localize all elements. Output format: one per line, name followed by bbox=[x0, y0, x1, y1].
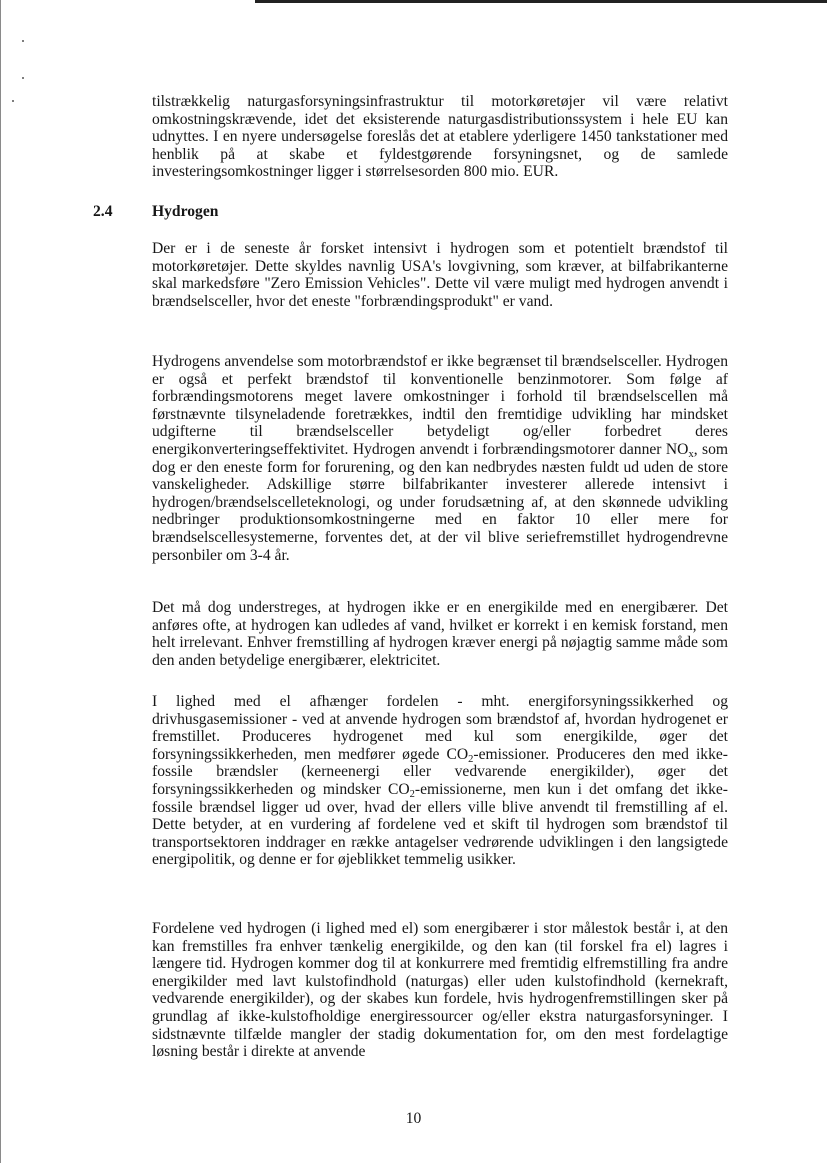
scan-border-left bbox=[0, 0, 1, 1163]
subscript: x bbox=[688, 448, 694, 460]
scan-speck bbox=[12, 100, 14, 102]
page-number: 10 bbox=[405, 1110, 422, 1127]
text-run: -emissioner. Produceres den med ikke-fossile brændsler (kerneenergi eller vedvarende energikilder), øger det forsyningssikkerheden og mindsker CO bbox=[152, 745, 728, 798]
text-run: I lighed med el afhænger fordelen - mht. energiforsyningssikkerhed og drivhusgasemissioner - ved at anvende hydrogen som brændstof af, hvordan hydrogenet er fremstillet. Produceres hydrogenet med kul som energikilde, øger det forsyningssikkerheden, men medfører øgede CO bbox=[152, 693, 728, 763]
paragraph-text: Der er i de seneste år forsket intensivt i hydrogen som et potentielt brændstof til motorkøretøjer. Dette skyldes navnlig USA's lovgivning, som kræver, at bilfabrikanterne skal markedsføre "Zero Emission Vehicles". Dette vil være muligt med hydrogen anvendt i brændselsceller, hvor det eneste "forbrændingsprodukt" er vand. bbox=[152, 240, 728, 310]
subscript: 2 bbox=[468, 753, 474, 765]
paragraph-text: tilstrækkelig naturgasforsyningsinfrastruktur til motorkøretøjer vil være relativt omkostningskrævende, idet det eksisterende naturgasdistributionssystem i hele EU kan udnyttes. I en nyere undersøgelse foreslås det at etablere yderligere 1450 tankstationer med henblik på at skabe et fyldestgørende forsyningsnet, og de samlede investeringsomkostninger ligger i størrelsesorden 800 mio. EUR. bbox=[152, 93, 728, 181]
section-title: Hydrogen bbox=[152, 203, 219, 220]
paragraph-text: Det må dog understreges, at hydrogen ikke er en energikilde med en energibærer. Det anføres ofte, at hydrogen kan udledes af vand, hvilket er korrekt i en kemisk forstand, men helt irrelevant. Enhver fremstilling af hydrogen kræver energi på nøjagtig samme måde som den anden betydelige energibærer, elektricitet. bbox=[152, 599, 728, 669]
paragraph-intro-continuation bbox=[152, 93, 728, 181]
text-run: Hydrogens anvendelse som motorbrændstof er ikke begrænset til brændselsceller. Hydrogen er også et perfekt brændstof til konventionelle benzinmotorer. Som følge af forbrændingsmotorens meget lavere omkostninger i forhold til brændselscellen må førstnævnte tilsyneladende foretrækkes, indtil den fremtidige udvikling har mindsket udgifterne til brændselsceller betydeligt og/eller forbedret deres energikonverteringseffektivitet. Hydrogen anvendt i forbrændingsmotorer danner NO bbox=[152, 353, 728, 458]
scan-speck bbox=[22, 40, 24, 42]
paragraph-text: Fordelene ved hydrogen (i lighed med el) som energibærer i stor målestok består i, at den kan fremstilles fra enhver tænkelig energikilde, og den kan (til forskel fra el) lagres i længere tid. Hydrogen kommer dog til at konkurrere med fremtidig elfremstilling fra andre energikilder med lavt kulstofindhold (naturgas) eller uden kulstofindhold (kernekraft, vedvarende energikilder), og der skabes kun fordele, hvis hydrogenfremstillingen sker på grundlag af ikke-kulstofholdige energiressourcer og/eller ekstra naturgasforsyninger. I sidstnævnte tilfælde mangler der stadig dokumentation for, om den mest fordelagtige løsning består i direkte at anvende bbox=[152, 920, 728, 1061]
scan-speck bbox=[22, 77, 24, 79]
section-number: 2.4 bbox=[93, 203, 113, 220]
paragraph-text bbox=[152, 693, 728, 869]
subscript: 2 bbox=[409, 788, 415, 800]
text-run: , som dog er den eneste form for forurening, og den kan nedbrydes næsten fuldt ud uden de store vanskeligheder. Adskillige større bilfabrikanter investerer allerede intensivt i hydrogen/brændselscelleteknologi, og under forudsætning af, at den skønnede udvikling nedbringer produktionsomkostningerne med en faktor 10 eller mere for brændselscellesystemerne, forventes det, at der vil blive seriefremstillet hydrogendrevne personbiler om 3-4 år. bbox=[152, 440, 728, 564]
paragraph-advantages bbox=[152, 920, 728, 1061]
scan-border-top bbox=[255, 0, 827, 3]
paragraph-energy-carrier bbox=[152, 599, 728, 669]
paragraph-supply-security bbox=[152, 693, 728, 869]
paragraph-text bbox=[152, 353, 728, 564]
paragraph-combustion-engines bbox=[152, 353, 728, 564]
paragraph-research bbox=[152, 240, 728, 310]
text-run: -emissionerne, men kun i det omfang det ikke-fossile brændsel ligger ud over, hvad der ellers ville blive anvendt til fremstilling af el. Dette betyder, at en vurdering af fordelene ved et skift til hydrogen som brændstof til transportsektoren inddrager en række antagelser vedrørende udviklingen i den langsigtede energipolitik, og denne er for øjeblikket temmelig usikker. bbox=[152, 780, 728, 869]
